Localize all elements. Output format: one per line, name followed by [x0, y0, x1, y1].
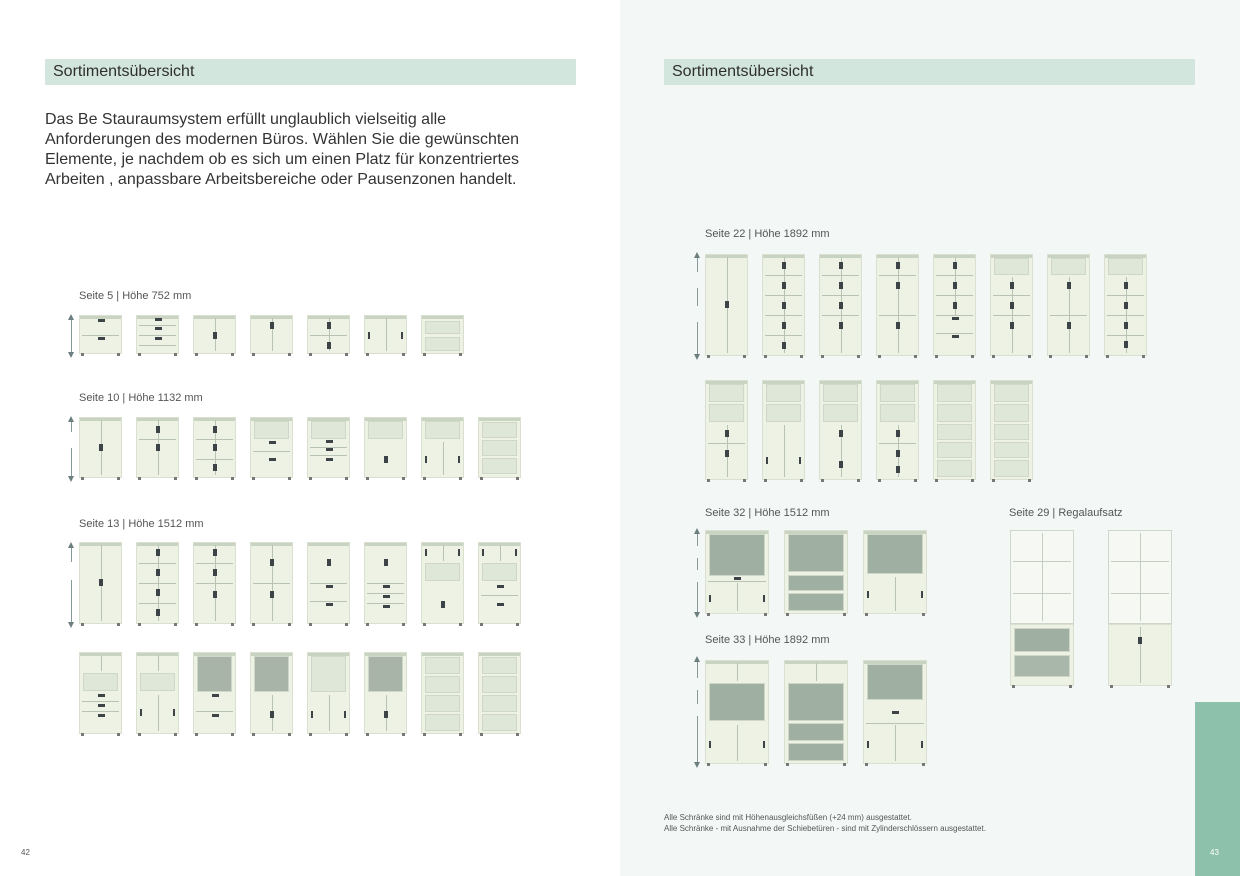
- shelf-attachment: [1010, 530, 1074, 624]
- height-arrow-icon: [71, 420, 72, 478]
- cabinet-doors: [193, 542, 236, 624]
- cabinet-door-drawers: [307, 542, 350, 624]
- page-number-left: 42: [21, 848, 30, 857]
- cabinet-doors: [136, 417, 179, 478]
- caption-seite-32: Seite 32 | Höhe 1512 mm: [705, 507, 830, 519]
- intro-line: Das Be Stauraumsystem erfüllt unglaublich vielseitig alle: [45, 111, 447, 128]
- cabinet-open-top-doors: [1047, 254, 1090, 356]
- cabinet-open-shelf: [933, 380, 976, 480]
- cabinet-doors: [79, 542, 122, 624]
- caption-seite-13: Seite 13 | Höhe 1512 mm: [79, 518, 204, 530]
- height-arrow-icon: [697, 660, 698, 764]
- cabinet-base-open: [1010, 624, 1074, 686]
- right-page-title: Sortimentsübersicht: [664, 59, 1195, 85]
- footnote-line: Alle Schränke sind mit Höhenausgleichsfüßen (+24 mm) ausgestattet.: [664, 813, 912, 822]
- cabinet-doors: [79, 417, 122, 478]
- cabinet-doors: [762, 254, 805, 356]
- cabinet-open-shelf: [478, 652, 521, 734]
- cabinet-doors: [193, 417, 236, 478]
- cabinet-open-top-doors: [1104, 254, 1147, 356]
- cabinet-drawers: [136, 315, 179, 354]
- cabinet-doors: [193, 315, 236, 354]
- cabinet-open-shelf: [478, 417, 521, 478]
- cabinet-door-top-open: [364, 417, 407, 478]
- cabinet-doors: [250, 315, 293, 354]
- caption-seite-33: Seite 33 | Höhe 1892 mm: [705, 634, 830, 646]
- cabinet-doors: [250, 542, 293, 624]
- cabinet-open-top-doors: [876, 380, 919, 480]
- shelf-attachment: [1108, 530, 1172, 624]
- intro-line: Arbeiten , anpassbare Arbeitsbereiche oder Pausenzonen handelt.: [45, 171, 517, 188]
- cabinet-sliding-top-open: [478, 542, 521, 624]
- height-arrow-icon: [71, 318, 72, 354]
- cabinet-sliding-top-open: [421, 417, 464, 478]
- cabinet-door-drawers: [364, 542, 407, 624]
- left-page-title: Sortimentsübersicht: [45, 59, 576, 85]
- cabinet-base-doors: [1108, 624, 1172, 686]
- cabinet-open-top-drawers: [79, 652, 122, 734]
- right-page: [620, 0, 1240, 876]
- cabinet-doors: [876, 254, 919, 356]
- cabinet-open-dark-doors: [250, 652, 293, 734]
- intro-line: Anforderungen des modernen Büros. Wählen Sie die gewünschten: [45, 131, 520, 148]
- caption-seite-22: Seite 22 | Höhe 1892 mm: [705, 228, 830, 240]
- cabinet-wide-open: [784, 530, 848, 614]
- cabinet-open-shelf: [421, 652, 464, 734]
- height-arrow-icon: [71, 546, 72, 624]
- cabinet-wide-tall-open: [784, 660, 848, 764]
- cabinet-open-shelf: [421, 315, 464, 354]
- caption-seite-29: Seite 29 | Regalaufsatz: [1009, 507, 1123, 519]
- intro-text: [45, 110, 585, 190]
- cabinet-wide-tray: [705, 530, 769, 614]
- cabinet-open-top-doors: [819, 380, 862, 480]
- caption-seite-5: Seite 5 | Höhe 752 mm: [79, 290, 192, 302]
- height-arrow-icon: [697, 532, 698, 614]
- cabinet-open-dark-doors: [364, 652, 407, 734]
- cabinet-drawers: [79, 315, 122, 354]
- cabinet-wide-sliding: [863, 530, 927, 614]
- cabinet-drawers-top-open: [307, 417, 350, 478]
- cabinet-open-sliding: [307, 652, 350, 734]
- cabinet-open-top-doors: [990, 254, 1033, 356]
- cabinet-open-dark-drawers: [193, 652, 236, 734]
- cabinet-open-top-doors: [705, 380, 748, 480]
- cabinet-door-drawers: [933, 254, 976, 356]
- cabinet-sliding-top-open: [421, 542, 464, 624]
- footnote: [664, 812, 986, 834]
- cabinet-doors: [307, 315, 350, 354]
- cabinet-open-shelf: [990, 380, 1033, 480]
- cabinet-wide-tall-tray: [863, 660, 927, 764]
- page-number-right: 43: [1210, 848, 1219, 857]
- caption-seite-10: Seite 10 | Höhe 1132 mm: [79, 392, 203, 404]
- height-arrow-icon: [697, 256, 698, 356]
- footnote-line: Alle Schränke - mit Ausnahme der Schiebetüren - sind mit Zylinderschlössern ausgestattet.: [664, 824, 986, 833]
- intro-line: Elemente, je nachdem ob es sich um einen Platz für konzentriertes: [45, 151, 520, 168]
- cabinet-sliding-doors: [364, 315, 407, 354]
- cabinet-doors: [705, 254, 748, 356]
- cabinet-drawers-top-open: [250, 417, 293, 478]
- cabinet-doors: [136, 542, 179, 624]
- cabinet-open-top-doors: [136, 652, 179, 734]
- cabinet-open-top-sliding: [762, 380, 805, 480]
- cabinet-wide-tall: [705, 660, 769, 764]
- cabinet-doors: [819, 254, 862, 356]
